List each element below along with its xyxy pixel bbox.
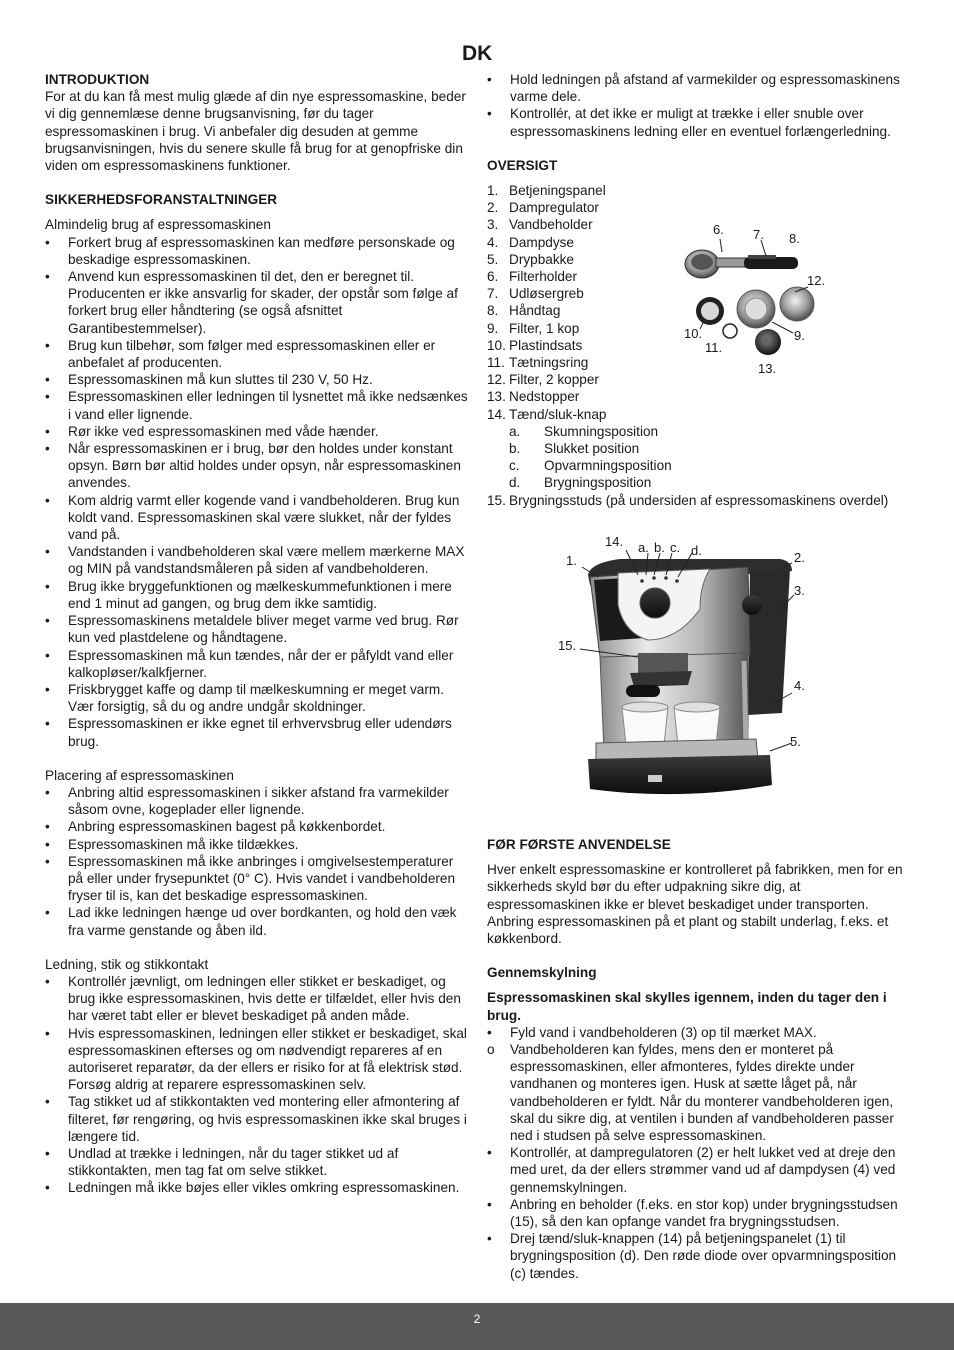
subitem-text: Brygningsposition	[544, 475, 652, 491]
bullet-text: Espressomaskinen er ikke egnet til erhvervsbrug eller udendørs brug.	[68, 716, 452, 749]
bullet-item	[487, 1144, 912, 1196]
bullet-item	[45, 578, 470, 612]
general-use-title: Almindelig brug af espressomaskinen	[45, 217, 271, 233]
overview-subitem	[487, 457, 912, 474]
first-use-text: Hver enkelt espressomaskine er kontrolleret på fabrikken, men for en sikkerheds skyld bør du efter udpakning sikre dig, at espressomaskinen ikke er blevet beskadiget under transporten. Anbring espressomaskinen på et plant og stabilt underlag, f.eks. et køkkenbord.	[487, 862, 903, 947]
subitem-letter: a.	[509, 423, 521, 439]
item-text: Udløsergreb	[509, 286, 584, 302]
fig2-label-4: 4.	[794, 678, 805, 693]
bullet-item	[45, 543, 470, 577]
bullet-marker: •	[45, 784, 50, 800]
bullet-marker: •	[45, 853, 50, 869]
bullet-marker: •	[487, 72, 492, 87]
steam-wand-icon	[744, 661, 746, 745]
fig1-label-7: 7.	[753, 227, 764, 242]
bullet-item	[45, 1093, 470, 1145]
item-text: Filterholder	[509, 269, 577, 285]
subitem-letter: c.	[509, 458, 520, 474]
bullet-item	[45, 388, 470, 422]
overview-subitem	[487, 423, 912, 440]
parts-illustration	[680, 225, 820, 365]
bullet-text: Drej tænd/sluk-knappen (14) på betjeningspanelet (1) til brygningsposition (d). Den røde diode over opvarmningsposition (c) tændes.	[510, 1231, 897, 1281]
bullet-marker: •	[45, 492, 50, 508]
bullet-text: Espressomaskinen må ikke tildækkes.	[68, 836, 299, 852]
bullet-item	[45, 1179, 470, 1196]
bullet-item	[45, 681, 470, 715]
bullet-marker: •	[45, 819, 50, 835]
bullet-marker: •	[45, 716, 50, 732]
bullet-item	[45, 234, 470, 268]
item-text: Betjeningspanel	[509, 183, 606, 199]
bullet-text: Hvis espressomaskinen, ledningen eller stikket er beskadiget, skal espressomaskinen efterses og om nødvendigt repareres af en autoriseret reparatør, da der ellers er risiko for at få elektrisk stød. Forsøg aldrig at reparere espressomaskinen selv.	[68, 1025, 467, 1093]
item-number: 5.	[487, 251, 499, 267]
bullet-marker: •	[487, 1231, 492, 1247]
item-text: Vandbeholder	[509, 217, 593, 233]
general-use-list	[45, 234, 470, 750]
overview-item	[487, 406, 912, 423]
item-text: Filter, 1 kop	[509, 320, 580, 336]
bullet-marker: •	[45, 1094, 50, 1110]
subitem-letter: d.	[509, 475, 521, 491]
bullet-item	[487, 1041, 912, 1144]
bullet-text: Fyld vand i vandbeholderen (3) op til mærket MAX.	[510, 1024, 817, 1040]
bullet-item	[45, 818, 470, 835]
espresso-machine-illustration	[560, 545, 820, 805]
bullet-marker: •	[487, 106, 492, 122]
bullet-item	[45, 853, 470, 905]
bullet-item	[45, 715, 470, 749]
overview-subitem	[487, 440, 912, 457]
bullet-item	[487, 1024, 912, 1041]
bullet-item	[487, 1230, 912, 1282]
fig2-label-1: 1.	[566, 553, 577, 568]
bullet-text: Kontrollér jævnligt, om ledningen eller stikket er beskadiget, og brug ikke espressomaskinen, hvis dette er tilfældet, eller hvis den har været tabt eller er blevet beskadiget på anden måde.	[68, 973, 461, 1024]
bullet-item	[45, 647, 470, 681]
bullet-marker: •	[45, 544, 50, 560]
bullet-item	[487, 1196, 912, 1230]
fig1-label-12: 12.	[807, 273, 826, 288]
item-number: 9.	[487, 320, 499, 336]
steam-knob-icon	[742, 595, 762, 615]
overview-heading: OVERSIGT	[487, 157, 558, 173]
bullet-text: Anvend kun espressomaskinen til det, den er beregnet til. Producenten er ikke ansvarlig for skader, der opstår som følge af forkert brug eller håndtering (se også afsnittet Garantibestemmelser).	[68, 269, 458, 336]
bullet-item	[45, 371, 470, 388]
power-knob-icon	[640, 588, 670, 618]
rinse-list	[487, 1024, 912, 1282]
bullet-marker: •	[45, 836, 50, 852]
sealing-ring-icon	[696, 297, 724, 325]
bullet-text: Når espressomaskinen er i brug, bør den holdes under konstant opsyn. Børn bør altid holdes under opsyn, når espressomaskinen anvendes.	[68, 441, 461, 491]
bullet-marker: •	[45, 647, 50, 663]
bullet-item	[45, 423, 470, 440]
bullet-marker: •	[45, 681, 50, 697]
fig1-label-8: 8.	[789, 231, 800, 246]
bullet-marker: •	[45, 441, 50, 457]
bullet-marker: •	[45, 973, 50, 989]
bullet-text: Espressomaskinen må kun sluttes til 230 V, 50 Hz.	[68, 372, 373, 388]
item-number: 6.	[487, 269, 499, 285]
item-text: Filter, 2 kopper	[509, 372, 599, 388]
overview-item	[487, 388, 912, 405]
bullet-text: Forkert brug af espressomaskinen kan medføre personskade og beskadige espressomaskinen.	[68, 234, 455, 267]
cord-list	[45, 973, 470, 1197]
bullet-item	[45, 973, 470, 1025]
bullet-item	[45, 836, 470, 853]
intro-heading: INTRODUKTION	[45, 72, 150, 87]
item-number: 10.	[487, 337, 506, 353]
overview-item	[487, 371, 912, 388]
item-text: Drypbakke	[509, 251, 574, 267]
bullet-marker: •	[45, 389, 50, 405]
intro-text: For at du kan få mest mulig glæde af din nye espressomaskine, beder vi dig gennemlæse denne brugsanvisning, før du tager espressomaskinen i brug. Vi anbefaler dig desuden at gemme brugsanvisningen, hvis du senere skulle få brug for at genopfriske din viden om espressomaskinens funktioner.	[45, 89, 466, 174]
item-text: Dampregulator	[509, 200, 599, 216]
bullet-text: Hold ledningen på afstand af varmekilder og espressomaskinens varme dele.	[510, 72, 900, 105]
item-text: Plastindsats	[509, 337, 583, 353]
subitem-text: Slukket position	[544, 441, 640, 457]
item-number: 15.	[487, 492, 506, 508]
subitem-text: Opvarmningsposition	[544, 458, 672, 474]
fig2-label-14: 14.	[605, 534, 624, 549]
fig2-label-3: 3.	[794, 583, 805, 598]
bullet-marker: •	[45, 269, 50, 285]
bullet-item	[45, 337, 470, 371]
language-code: DK	[462, 42, 493, 65]
item-number: 11.	[487, 355, 505, 371]
bullet-marker: •	[45, 613, 50, 629]
item-text: Tætningsring	[509, 355, 589, 371]
item-number: 1.	[487, 183, 499, 199]
bullet-marker: •	[45, 1180, 50, 1196]
bullet-text: Anbring espressomaskinen bagest på køkkenbordet.	[68, 819, 386, 835]
fig2-label-c: c.	[670, 540, 681, 555]
bullet-text: Vandstanden i vandbeholderen skal være mellem mærkerne MAX og MIN på vandstandsmåleren på siden af vandbeholderen.	[68, 544, 465, 577]
placement-title: Placering af espressomaskinen	[45, 767, 234, 783]
bullet-marker: •	[45, 905, 50, 921]
footer-bar	[0, 1303, 954, 1350]
bullet-item	[45, 492, 470, 544]
left-column	[45, 71, 470, 1197]
bullet-item	[45, 904, 470, 938]
item-number: 8.	[487, 303, 499, 319]
bullet-text: Ledningen må ikke bøjes eller vikles omkring espressomaskinen.	[68, 1180, 460, 1196]
item-number: 4.	[487, 234, 499, 250]
fig2-label-15: 15.	[558, 638, 577, 653]
bullet-marker: •	[45, 234, 50, 250]
fig2-label-a: a.	[638, 540, 649, 555]
bullet-marker: •	[45, 1145, 50, 1161]
bullet-marker: •	[45, 1025, 50, 1041]
fig1-label-6: 6.	[713, 222, 724, 237]
bullet-text: Tag stikket ud af stikkontakten ved montering eller afmontering af filteret, før rengøring, og hvis espressomaskinen ikke skal bruges i længere tid.	[68, 1094, 467, 1144]
bullet-text: Friskbrygget kaffe og damp til mælkeskumning er meget varm. Vær forsigtig, så du og andre undgår skoldninger.	[68, 681, 444, 715]
item-text: Dampdyse	[509, 234, 574, 250]
bullet-text: Brug ikke bryggefunktionen og mælkeskummefunktionen i mere end 1 minut ad gangen, og brug dem ikke samtidig.	[68, 578, 452, 611]
bullet-marker: •	[45, 423, 50, 439]
plastic-insert-icon	[723, 324, 737, 338]
bullet-text: Espressomaskinens metaldele bliver meget varme ved brug. Rør kun ved plastdelene og håndtagene.	[68, 613, 459, 646]
safety-heading: SIKKERHEDSFORANSTALTNINGER	[45, 192, 278, 208]
cord-title: Ledning, stik og stikkontakt	[45, 956, 209, 972]
overview-sublist	[487, 423, 912, 492]
fig2-label-b: b.	[654, 540, 665, 555]
bullet-marker: •	[487, 1145, 492, 1161]
bullet-marker: •	[45, 337, 50, 353]
bullet-text: Anbring altid espressomaskinen i sikker afstand fra varmekilder såsom ovne, kogeplader eller lignende.	[68, 784, 449, 818]
bullet-text: Espressomaskinen må kun tændes, når der er påfyldt vand eller kalkopløser/kalkfjerner.	[68, 647, 454, 680]
bullet-text: Vandbeholderen kan fyldes, mens den er monteret på espressomaskinen, eller afmonteres, fyldes direkte under vandhanen og monteres igen. Husk at sætte låget på, når vandbeholderen er fyldt. Når du monterer vandbeholderen igen, skal du sikre dig, at ventilen i bunden af vandbeholderen passer ned i studsen på selve espressomaskinen.	[510, 1042, 894, 1144]
overview-item-15	[487, 492, 912, 509]
first-use-heading: FØR FØRSTE ANVENDELSE	[487, 837, 671, 852]
placement-list	[45, 784, 470, 939]
item-number: 12.	[487, 372, 506, 388]
bullet-text: Espressomaskinen må ikke anbringes i omgivelsestemperaturer på eller under frysepunktet (0° C). Hvis vandet i vandbeholderen fryser til is, kan det beskadige espressomaskinen.	[68, 853, 456, 904]
page-number: 2	[473, 1312, 481, 1326]
bullet-item	[45, 784, 470, 818]
bullet-text: Kontrollér, at det ikke er muligt at trække i eller snuble over espressomaskinens ledning eller en eventuel forlængerledning.	[510, 106, 891, 139]
bullet-item	[487, 105, 912, 139]
bullet-text: Rør ikke ved espressomaskinen med våde hænder.	[68, 423, 379, 439]
rinse-intro: Espressomaskinen skal skylles igennem, inden du tager den i brug.	[487, 990, 887, 1023]
bullet-item	[45, 268, 470, 337]
fig2-label-5: 5.	[790, 734, 801, 749]
filter-one-cup-icon	[737, 290, 775, 328]
item-number: 13.	[487, 389, 506, 405]
filter-holder-icon	[685, 250, 798, 278]
bullet-text: Kom aldrig varmt eller kogende vand i vandbeholderen. Brug kun koldt vand. Espressomaskinen skal være slukket, når der fyldes vand på.	[68, 492, 460, 543]
subitem-letter: b.	[509, 441, 521, 457]
bullet-text: Anbring en beholder (f.eks. en stor kop) under brygningsstudsen (15), så den kan opfange vandet fra brygningsstudsen.	[510, 1196, 898, 1230]
item-number: 7.	[487, 286, 499, 302]
item-text: Tænd/sluk-knap	[509, 406, 607, 422]
overview-item	[487, 199, 912, 216]
bullet-item	[45, 612, 470, 646]
first-use-section	[487, 836, 912, 1282]
fig1-label-11: 11.	[705, 340, 723, 355]
bullet-text: Kontrollér, at dampregulatoren (2) er helt lukket ved at dreje den med uret, da der ellers strømmer vand ud af dampdysen (4) ved gennemskylningen.	[510, 1145, 896, 1195]
fig1-label-10: 10.	[684, 326, 703, 341]
bullet-item	[487, 71, 912, 105]
subitem-text: Skumningsposition	[544, 423, 659, 439]
stopper-icon	[755, 329, 781, 355]
bullet-item	[45, 1025, 470, 1094]
bullet-text: Lad ikke ledningen hænge ud over bordkanten, og hold den væk fra varme genstande og åben ild.	[68, 905, 457, 938]
rinse-title: Gennemskylning	[487, 965, 597, 981]
bullet-marker: •	[45, 372, 50, 388]
fig2-label-2: 2.	[794, 550, 805, 565]
filter-two-cups-icon	[780, 287, 814, 321]
bullet-item	[45, 1145, 470, 1179]
item-text: Håndtag	[509, 303, 561, 319]
bullet-marker: •	[45, 578, 50, 594]
item-number: 2.	[487, 200, 499, 216]
bullet-marker: •	[487, 1024, 492, 1040]
bullet-marker: •	[487, 1196, 492, 1212]
overview-item	[487, 182, 912, 199]
item-text: Brygningsstuds (på undersiden af espressomaskinens overdel)	[509, 492, 889, 508]
item-number: 14.	[487, 406, 506, 422]
fig1-label-9: 9.	[794, 328, 805, 343]
bullet-text: Undlad at trække i ledningen, når du tager stikket ud af stikkontakten, men tag fat om selve stikket.	[68, 1145, 399, 1179]
fig1-label-13: 13.	[758, 361, 777, 376]
fig2-label-d: d.	[691, 543, 702, 558]
bullet-text: Espressomaskinen eller ledningen til lysnettet må ikke nedsænkes i vand eller lignende.	[68, 389, 468, 422]
item-text: Nedstopper	[509, 389, 580, 405]
filter-handle-icon	[626, 685, 660, 697]
item-number: 3.	[487, 217, 499, 233]
cord-list-continued	[487, 71, 912, 140]
bullet-marker: o	[487, 1042, 495, 1058]
bullet-item	[45, 440, 470, 492]
bullet-text: Brug kun tilbehør, som følger med espressomaskinen eller er anbefalet af producenten.	[68, 337, 436, 371]
overview-subitem	[487, 474, 912, 491]
